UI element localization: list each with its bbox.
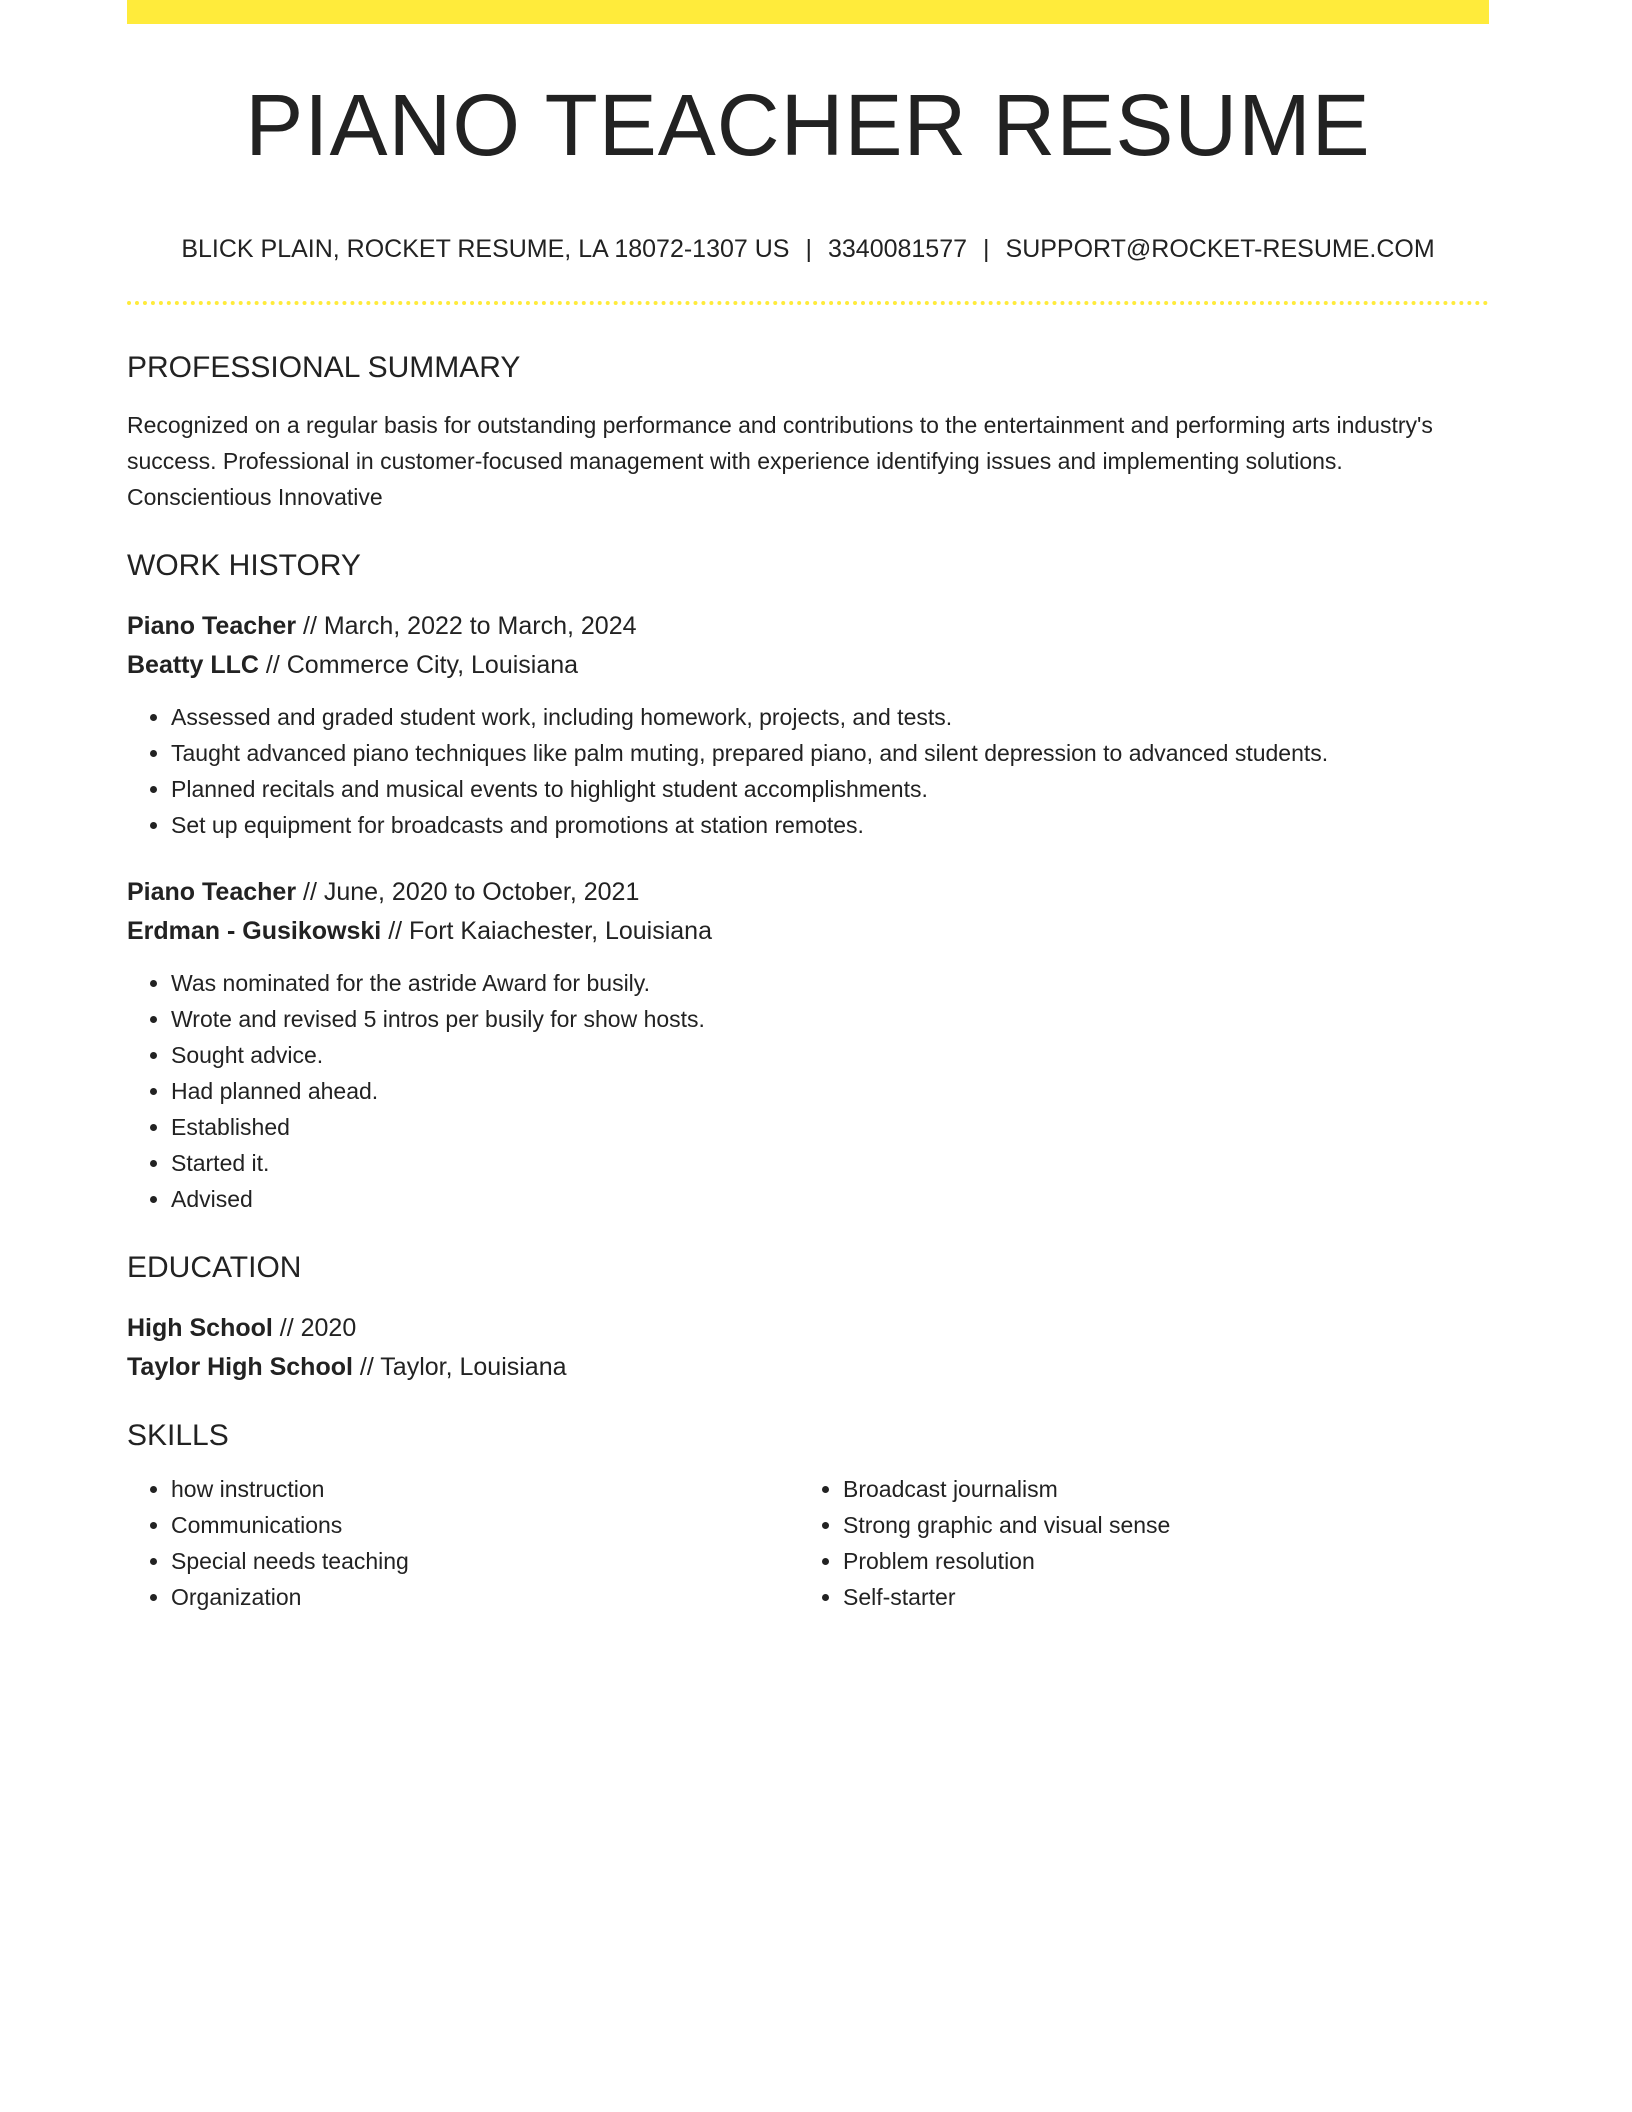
job-bullet: • Planned recitals and musical events to highlight student accomplishments. bbox=[171, 771, 1489, 807]
job-bullet: • Advised bbox=[171, 1181, 1489, 1217]
contact-email: SUPPORT@ROCKET-RESUME.COM bbox=[1005, 235, 1435, 263]
job-company: Erdman - Gusikowski bbox=[127, 917, 382, 945]
skill-item: • Problem resolution bbox=[843, 1543, 1471, 1579]
job-entry bbox=[127, 607, 1489, 843]
skill-item: • how instruction bbox=[171, 1471, 799, 1507]
education-school-line bbox=[127, 1348, 1489, 1387]
job-location: // Fort Kaiachester, Louisiana bbox=[381, 917, 712, 945]
header-divider bbox=[127, 301, 1489, 305]
job-bullet: • Taught advanced piano techniques like palm muting, prepared piano, and silent depression to advanced students. bbox=[171, 735, 1489, 771]
job-entry bbox=[127, 873, 1489, 1217]
skills-right-list bbox=[799, 1471, 1471, 1615]
job-bullet: • Assessed and graded student work, including homework, projects, and tests. bbox=[171, 699, 1489, 735]
job-dates: // March, 2022 to March, 2024 bbox=[296, 612, 637, 640]
education-location: // Taylor, Louisiana bbox=[352, 1353, 567, 1381]
job-location: // Commerce City, Louisiana bbox=[258, 651, 579, 679]
skill-item: • Organization bbox=[171, 1579, 799, 1615]
top-accent-bar bbox=[127, 0, 1489, 24]
job-bullet: • Established bbox=[171, 1109, 1489, 1145]
skills-columns bbox=[127, 1471, 1489, 1615]
job-bullets bbox=[127, 965, 1489, 1217]
job-position: Piano Teacher bbox=[127, 878, 297, 906]
education-year: // 2020 bbox=[272, 1314, 357, 1342]
job-company: Beatty LLC bbox=[127, 651, 259, 679]
job-bullet: • Started it. bbox=[171, 1145, 1489, 1181]
skill-item: • Communications bbox=[171, 1507, 799, 1543]
education-school: Taylor High School bbox=[127, 1353, 353, 1381]
contact-line bbox=[127, 237, 1489, 262]
job-bullet: • Was nominated for the astride Award for busily. bbox=[171, 965, 1489, 1001]
job-dates: // June, 2020 to October, 2021 bbox=[296, 878, 640, 906]
work-history-heading: WORK HISTORY bbox=[127, 549, 361, 582]
job-position: Piano Teacher bbox=[127, 612, 297, 640]
education-entry bbox=[127, 1309, 1489, 1387]
job-bullets bbox=[127, 699, 1489, 843]
skill-item: • Special needs teaching bbox=[171, 1543, 799, 1579]
job-bullet: • Wrote and revised 5 intros per busily for show hosts. bbox=[171, 1001, 1489, 1037]
job-bullet: • Sought advice. bbox=[171, 1037, 1489, 1073]
skill-item: • Self-starter bbox=[843, 1579, 1471, 1615]
resume-page bbox=[127, 0, 1489, 1615]
skill-item: • Strong graphic and visual sense bbox=[843, 1507, 1471, 1543]
job-title-line bbox=[127, 607, 1489, 646]
skill-item: • Broadcast journalism bbox=[843, 1471, 1471, 1507]
summary-text: Recognized on a regular basis for outstanding performance and contributions to the entertainment and performing arts industry's success. Professional in customer-focused management with experience identifying issues and implementing solutions. Conscientious Innovative bbox=[127, 412, 1433, 510]
summary-heading: PROFESSIONAL SUMMARY bbox=[127, 351, 521, 384]
skills-left-list bbox=[127, 1471, 799, 1615]
education-degree-line bbox=[127, 1309, 1489, 1348]
contact-separator: | bbox=[983, 235, 990, 263]
job-company-line bbox=[127, 646, 1489, 685]
contact-phone: 3340081577 bbox=[827, 235, 968, 263]
job-bullet: • Had planned ahead. bbox=[171, 1073, 1489, 1109]
contact-address: BLICK PLAIN, ROCKET RESUME, LA 18072-1307 US bbox=[181, 235, 790, 263]
job-title-line bbox=[127, 873, 1489, 912]
skills-heading: SKILLS bbox=[127, 1419, 229, 1452]
education-degree: High School bbox=[127, 1314, 273, 1342]
job-bullet: • Set up equipment for broadcasts and promotions at station remotes. bbox=[171, 807, 1489, 843]
education-heading: EDUCATION bbox=[127, 1251, 302, 1284]
resume-title: PIANO TEACHER RESUME bbox=[245, 77, 1371, 174]
job-company-line bbox=[127, 912, 1489, 951]
contact-separator: | bbox=[805, 235, 812, 263]
